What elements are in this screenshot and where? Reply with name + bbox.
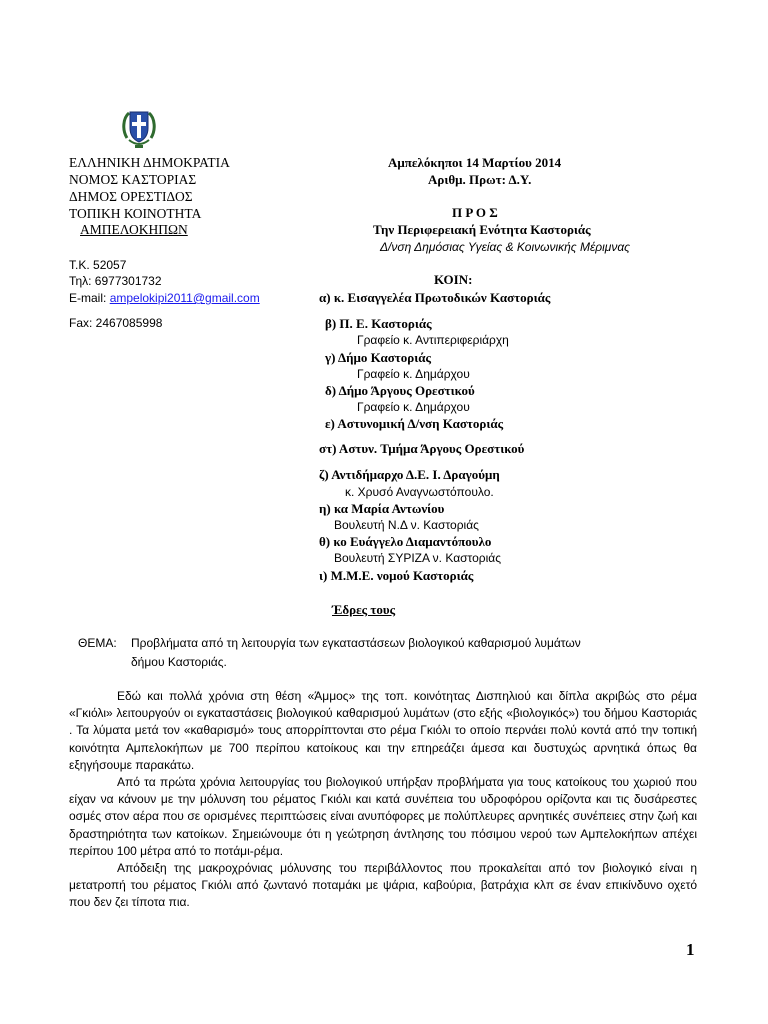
recipient-h: η) κα Μαρία Αντωνίου bbox=[319, 501, 445, 516]
body-paragraph: Από τα πρώτα χρόνια λειτουργίας του βιολογικού υπήρξαν προβλήματα για τους κατοίκους του χωριού που είχαν να κάνουν με την μόλυνση του ρέματος Γκιόλι και κατά συνέπεια του υδροφόρου ορίζοντα και τις δυσάρεστες οσμές στον αέρα που σε ορισμένες περιπτώσεις είναι ανυπόφορες με πολύπλευρες αρνητικές συνέπειες στην ζωή και δραστηριότητα των κατοίκων. Σημειώνουμε ότι η γεώτρηση άντλησης του πόσιμου νερού των Αμπελοκήπων απέχει περίπου 100 μέτρα από το ποτάμι-ρέμα. bbox=[69, 775, 697, 858]
recipients-seats: Έδρες τους bbox=[332, 602, 396, 617]
recipient-d: δ) Δήμο Άργους Ορεστικού bbox=[325, 383, 475, 398]
protocol-number: Αριθμ. Πρωτ: Δ.Υ. bbox=[428, 172, 532, 187]
recipient-st: στ) Αστυν. Τμήμα Άργους Ορεστικού bbox=[319, 441, 525, 456]
sender-email-link[interactable]: ampelokipi2011@gmail.com bbox=[109, 291, 260, 305]
sender-postcode: Τ.Κ. 52057 bbox=[69, 258, 127, 272]
sender-line-2: ΝΟΜΟΣ ΚΑΣΤΟΡΙΑΣ bbox=[69, 172, 197, 187]
letter-body bbox=[69, 688, 697, 912]
recipient-a: α) κ. Εισαγγελέα Πρωτοδικών Καστοριάς bbox=[319, 290, 551, 305]
recipient-th-sub: Βουλευτή ΣΥΡΙΖΑ ν. Καστοριάς bbox=[334, 551, 501, 565]
recipient-h-sub: Βουλευτή Ν.Δ ν. Καστοριάς bbox=[334, 518, 479, 532]
sender-email-row bbox=[69, 291, 260, 305]
recipient-z-sub: κ. Χρυσό Αναγνωστόπουλο. bbox=[345, 485, 494, 499]
body-paragraph: Απόδειξη της μακροχρόνιας μόλυνσης του περιβάλλοντος που προκαλείται από τον βιολογικό είναι η μετατροπή του ρέματος Γκιόλι από ζωντανό ποταμάκι με ψάρια, καβούρια, βατράχια κλπ σε έναν επικίνδυνο οχετό που δεν ζει τίποτα πια. bbox=[69, 861, 697, 910]
recipient-g: γ) Δήμο Καστοριάς bbox=[325, 350, 432, 365]
recipient-i: ι) Μ.Μ.Ε. νομού Καστοριάς bbox=[319, 568, 474, 583]
sender-email-label: E-mail: bbox=[69, 291, 107, 305]
sender-fax: Fax: 2467085998 bbox=[69, 316, 163, 330]
recipient-th: θ) κο Ευάγγελο Διαμαντόπουλο bbox=[319, 534, 492, 549]
recipient-z: ζ) Αντιδήμαρχο Δ.Ε. Ι. Δραγούμη bbox=[319, 467, 500, 482]
page-number: 1 bbox=[686, 940, 695, 959]
koin-label: ΚΟΙΝ: bbox=[434, 272, 473, 287]
sender-phone: Τηλ: 6977301732 bbox=[69, 274, 162, 288]
pros-label: Π Ρ Ο Σ bbox=[452, 205, 498, 220]
sender-line-1: ΕΛΛΗΝΙΚΗ ΔΗΜΟΚΡΑΤΙΑ bbox=[69, 155, 230, 170]
sender-line-5: ΑΜΠΕΛΟΚΗΠΩΝ bbox=[80, 222, 188, 237]
coat-of-arms-emblem bbox=[121, 108, 157, 154]
sender-line-4: ΤΟΠΙΚΗ ΚΟΙΝΟΤΗΤΑ bbox=[69, 206, 202, 221]
pros-recipient: Την Περιφερειακή Ενότητα Καστοριάς bbox=[373, 222, 591, 237]
recipient-d-sub: Γραφείο κ. Δημάρχου bbox=[357, 400, 470, 414]
recipient-b: β) Π. Ε. Καστοριάς bbox=[325, 316, 432, 331]
subject-line-1: Προβλήματα από τη λειτουργία των εγκαταστάσεων βιολογικού καθαρισμού λυμάτων bbox=[131, 636, 581, 650]
recipient-b-sub: Γραφείο κ. Αντιπεριφεριάρχη bbox=[357, 333, 509, 347]
sender-line-3: ΔΗΜΟΣ ΟΡΕΣΤΙΔΟΣ bbox=[69, 189, 193, 204]
subject-label: ΘΕΜΑ: bbox=[78, 636, 117, 650]
body-paragraph: Εδώ και πολλά χρόνια στη θέση «Άμμος» της τοπ. κοινότητας Δισπηλιού και δίπλα ακριβώς στο ρέμα «Γκιόλι» λειτουργούν οι εγκαταστάσεις βιολογικού καθαρισμού λυμάτων (στο εξής «βιολογικός») του δήμου Καστοριάς . Τα λύματα μετά τον «καθαρισμό» τους απορρίπτονται στο ρέμα Γκιόλι το οποίο περνάει πολύ κοντά από την τοπική κοινότητα Αμπελοκήπων με 700 περίπου κατοίκους και την επηρεάζει άμεσα και δυστυχώς αρνητικά όπως θα εξηγήσουμε παρακάτω. bbox=[69, 689, 697, 772]
date-line: Αμπελόκηποι 14 Μαρτίου 2014 bbox=[388, 155, 562, 170]
subject-line-2: δήμου Καστοριάς. bbox=[131, 655, 227, 669]
recipient-g-sub: Γραφείο κ. Δημάρχου bbox=[357, 367, 470, 381]
recipient-e: ε) Αστυνομική Δ/νση Καστοριάς bbox=[325, 416, 504, 431]
pros-department: Δ/νση Δημόσιας Υγείας & Κοινωνικής Μέριμνας bbox=[380, 240, 631, 254]
